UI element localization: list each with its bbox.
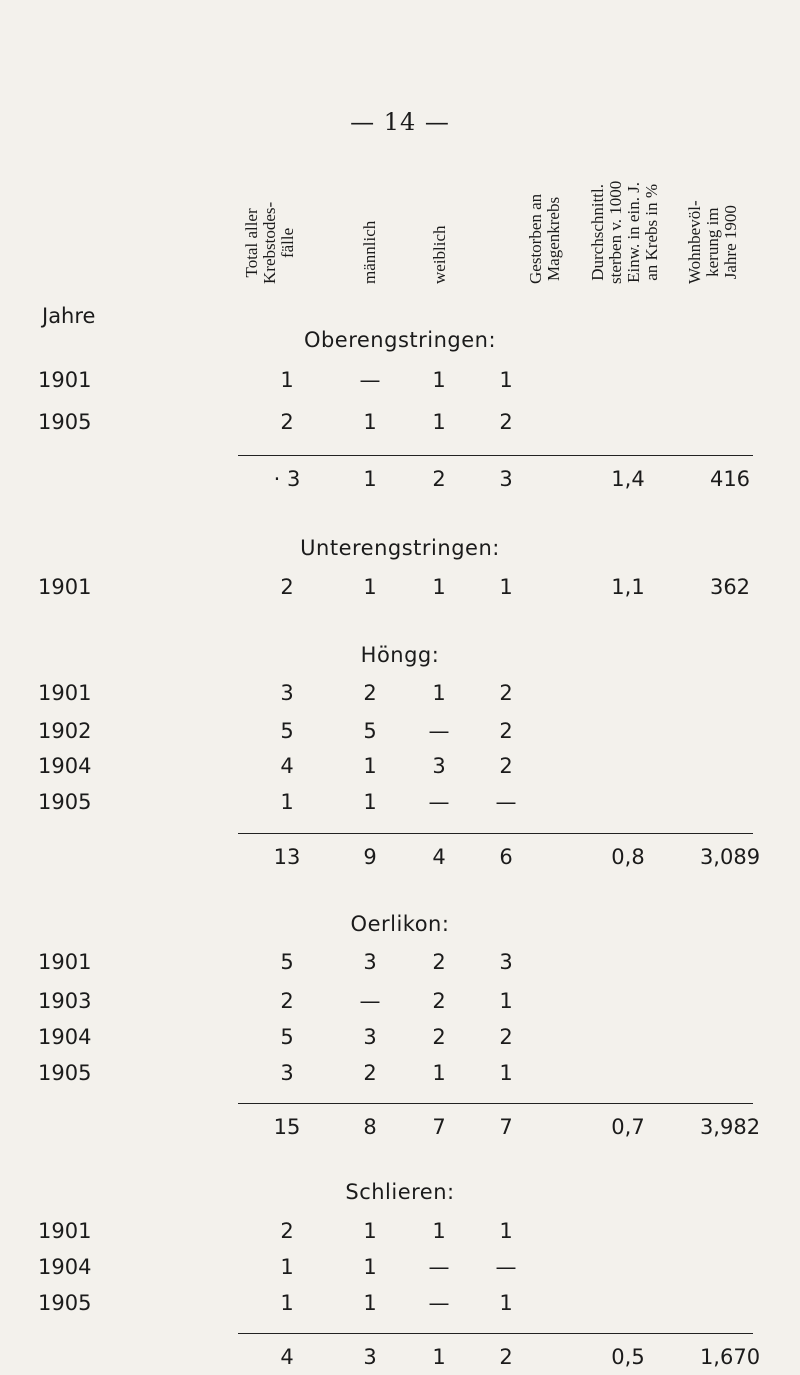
- w-cell: —: [428, 1291, 450, 1315]
- table-row: [0, 681, 800, 711]
- m-cell: 1: [363, 1219, 377, 1243]
- section-title: Unterengstringen:: [300, 536, 500, 560]
- year-cell: 1901: [38, 1219, 92, 1243]
- year-cell: 1903: [38, 989, 92, 1013]
- table-row: [0, 989, 800, 1019]
- mag-cell: 2: [499, 681, 513, 705]
- w-cell: 1: [432, 368, 446, 392]
- table-row: [0, 790, 800, 820]
- total-cell: 2: [280, 1219, 294, 1243]
- year-cell: 1901: [38, 681, 92, 705]
- header-population: [685, 152, 740, 284]
- sum-m-cell: 1: [363, 467, 377, 491]
- m-cell: —: [359, 368, 381, 392]
- table-row: [0, 950, 800, 980]
- year-cell: 1904: [38, 1255, 92, 1279]
- w-cell: 2: [432, 1025, 446, 1049]
- m-cell: 2: [363, 681, 377, 705]
- m-cell: 1: [363, 790, 377, 814]
- sum-mag-cell: 6: [499, 845, 513, 869]
- m-cell: 1: [363, 575, 377, 599]
- sum-rule: [238, 833, 753, 834]
- sum-m-cell: 9: [363, 845, 377, 869]
- total-cell: 1: [280, 1291, 294, 1315]
- table-row: [0, 368, 800, 398]
- total-cell: 4: [280, 754, 294, 778]
- year-cell: 1902: [38, 719, 92, 743]
- header-population-text: Wohnbevöl- kerung im Jahre 1900: [685, 200, 740, 284]
- year-cell: 1901: [38, 368, 92, 392]
- sum-m-cell: 8: [363, 1115, 377, 1139]
- header-stomach: [526, 152, 563, 284]
- year-cell: 1904: [38, 754, 92, 778]
- sum-mag-cell: 2: [499, 1345, 513, 1369]
- m-cell: 2: [363, 1061, 377, 1085]
- sum-row: [0, 1115, 800, 1145]
- table-row: [0, 1255, 800, 1285]
- sum-row: [0, 467, 800, 497]
- sum-total-cell: · 3: [273, 467, 301, 491]
- header-rate-text: Durchschnittl. sterben v. 1000 Einw. in ein. J. an Krebs in %: [588, 180, 661, 284]
- mag-cell: 2: [499, 754, 513, 778]
- total-cell: 2: [280, 575, 294, 599]
- year-cell: 1905: [38, 410, 92, 434]
- section-title: Höngg:: [360, 643, 440, 667]
- page-number: — 14 —: [350, 108, 450, 136]
- header-male: [357, 152, 383, 284]
- total-cell: 3: [280, 681, 294, 705]
- w-cell: 1: [432, 681, 446, 705]
- mag-cell: 1: [499, 1291, 513, 1315]
- m-cell: 1: [363, 1291, 377, 1315]
- total-cell: 1: [280, 790, 294, 814]
- sum-w-cell: 4: [432, 845, 446, 869]
- header-female: [427, 152, 453, 284]
- rate-cell: 1,1: [611, 575, 645, 599]
- year-cell: 1901: [38, 950, 92, 974]
- w-cell: 1: [432, 1219, 446, 1243]
- sum-rate-cell: 1,4: [611, 467, 645, 491]
- pop-cell: 362: [709, 575, 751, 599]
- sum-w-cell: 7: [432, 1115, 446, 1139]
- section-title: Oerlikon:: [350, 912, 450, 936]
- mag-cell: 2: [499, 1025, 513, 1049]
- sum-mag-cell: 7: [499, 1115, 513, 1139]
- mag-cell: 3: [499, 950, 513, 974]
- m-cell: 1: [363, 410, 377, 434]
- mag-cell: 1: [499, 575, 513, 599]
- section-title: Oberengstringen:: [303, 328, 497, 352]
- mag-cell: —: [495, 1255, 517, 1279]
- w-cell: —: [428, 1255, 450, 1279]
- sum-rate-cell: 0,7: [611, 1115, 645, 1139]
- mag-cell: —: [495, 790, 517, 814]
- table-row: [0, 719, 800, 749]
- sum-w-cell: 2: [432, 467, 446, 491]
- section-title: Schlieren:: [345, 1180, 455, 1204]
- table-row: [0, 754, 800, 784]
- w-cell: 1: [432, 1061, 446, 1085]
- years-header: Jahre: [42, 304, 96, 328]
- total-cell: 1: [280, 1255, 294, 1279]
- w-cell: 1: [432, 575, 446, 599]
- sum-total-cell: 13: [273, 845, 301, 869]
- header-total: [242, 152, 297, 284]
- m-cell: 3: [363, 1025, 377, 1049]
- mag-cell: 1: [499, 989, 513, 1013]
- table-row: [0, 1025, 800, 1055]
- sum-m-cell: 3: [363, 1345, 377, 1369]
- year-cell: 1905: [38, 1061, 92, 1085]
- m-cell: —: [359, 989, 381, 1013]
- sum-mag-cell: 3: [499, 467, 513, 491]
- total-cell: 3: [280, 1061, 294, 1085]
- w-cell: —: [428, 790, 450, 814]
- header-total-text: Total aller Krebstodes- fälle: [242, 201, 297, 284]
- sum-total-cell: 4: [280, 1345, 294, 1369]
- w-cell: 1: [432, 410, 446, 434]
- header-stomach-text: Gestorben an Magenkrebs: [526, 193, 563, 284]
- total-cell: 5: [280, 719, 294, 743]
- w-cell: —: [428, 719, 450, 743]
- sum-rate-cell: 0,8: [611, 845, 645, 869]
- year-cell: 1905: [38, 790, 92, 814]
- mag-cell: 2: [499, 719, 513, 743]
- header-female-text: weiblich: [430, 225, 449, 284]
- w-cell: 2: [432, 950, 446, 974]
- mag-cell: 2: [499, 410, 513, 434]
- table-row: [0, 1291, 800, 1321]
- sum-rate-cell: 0,5: [611, 1345, 645, 1369]
- sum-w-cell: 1: [432, 1345, 446, 1369]
- total-cell: 2: [280, 410, 294, 434]
- m-cell: 1: [363, 754, 377, 778]
- mag-cell: 1: [499, 1219, 513, 1243]
- header-male-text: männlich: [360, 220, 379, 284]
- m-cell: 1: [363, 1255, 377, 1279]
- sum-rule: [238, 1333, 753, 1334]
- total-cell: 1: [280, 368, 294, 392]
- sum-rule: [238, 455, 753, 456]
- m-cell: 5: [363, 719, 377, 743]
- table-row: [0, 575, 800, 605]
- year-cell: 1901: [38, 575, 92, 599]
- total-cell: 5: [280, 1025, 294, 1049]
- table-row: [0, 1061, 800, 1091]
- year-cell: 1905: [38, 1291, 92, 1315]
- sum-pop-cell: 3,089: [699, 845, 761, 869]
- year-cell: 1904: [38, 1025, 92, 1049]
- sum-rule: [238, 1103, 753, 1104]
- mag-cell: 1: [499, 368, 513, 392]
- sum-pop-cell: 416: [709, 467, 751, 491]
- header-rate: [588, 152, 661, 284]
- sum-total-cell: 15: [273, 1115, 301, 1139]
- sum-pop-cell: 1,670: [699, 1345, 761, 1369]
- sum-row: [0, 845, 800, 875]
- table-row: [0, 1219, 800, 1249]
- total-cell: 5: [280, 950, 294, 974]
- table-row: [0, 410, 800, 440]
- w-cell: 2: [432, 989, 446, 1013]
- total-cell: 2: [280, 989, 294, 1013]
- sum-row: [0, 1345, 800, 1375]
- w-cell: 3: [432, 754, 446, 778]
- m-cell: 3: [363, 950, 377, 974]
- sum-pop-cell: 3,982: [699, 1115, 761, 1139]
- mag-cell: 1: [499, 1061, 513, 1085]
